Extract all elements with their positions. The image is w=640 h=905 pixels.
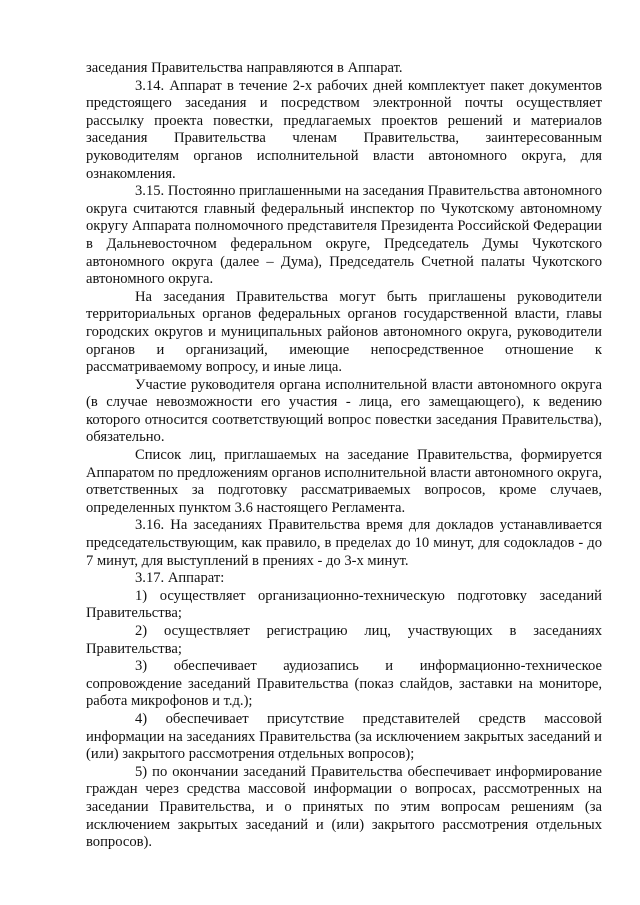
list-item-5: 5) по окончании заседаний Правительства обеспечивает информирование граждан через средства массовой информации о вопросах, рассмотренных на заседании Правительства, и о принятых по этим вопросам решениям (за исключением закрытых заседаний и (или) закрытого рассмотрения отдельных вопросов).: [86, 763, 602, 851]
paragraph-3-15: 3.15. Постоянно приглашенными на заседания Правительства автономного округа считаются главный федеральный инспектор по Чукотскому автономному округу Аппарата полномочного представителя Президента Российской Федерации в Дальневосточном федеральном округе, Председатель Думы Чукотского автономного округа (далее – Дума), Председатель Счетной палаты Чукотского автономного округа.: [86, 183, 602, 288]
document-page: [86, 60, 602, 852]
paragraph-invite-list: Список лиц, приглашаемых на заседание Правительства, формируется Аппаратом по предложениям органов исполнительной власти автономного округа, ответственных за подготовку рассматриваемых вопросов, кроме случаев, определенных пунктом 3.6 настоящего Регламента.: [86, 447, 602, 516]
list-item-4: 4) обеспечивает присутствие представителей средств массовой информации на заседаниях Правительства (за исключением закрытых заседаний и (или) закрытого рассмотрения отдельных вопросов);: [86, 710, 602, 763]
list-item-3: 3) обеспечивает аудиозапись и информационно-техническое сопровождение заседаний Правительства (показ слайдов, заставки на мониторе, работа микрофонов и т.д.);: [86, 658, 602, 710]
paragraph-3-17: 3.17. Аппарат:: [135, 570, 225, 587]
paragraph-continuation: заседания Правительства направляются в Аппарат.: [86, 60, 403, 76]
paragraph-3-14: 3.14. Аппарат в течение 2-х рабочих дней комплектует пакет документов предстоящего заседания и посредством электронной почты осуществляет рассылку проекта повестки, предлагаемых проектов решений и материалов заседания Правительства членам Правительства, заинтересованным руководителям органов исполнительной власти автономного округа, для ознакомления.: [86, 77, 602, 182]
paragraph-invited-persons: На заседания Правительства могут быть приглашены руководители территориальных органов федеральных органов государственной власти, главы городских округов и муниципальных районов автономного округа, руководители органов и организаций, имеющие непосредственное отношение к рассматриваемому вопросу, и иные лица.: [86, 288, 602, 376]
paragraph-participation: Участие руководителя органа исполнительной власти автономного округа (в случае невозможности его участия - лица, его замещающего), к ведению которого относится соответствующий вопрос повестки заседания Правительства), обязательно.: [86, 376, 602, 446]
list-item-1: 1) осуществляет организационно-техническую подготовку заседаний Правительства;: [86, 587, 602, 622]
list-item-2: 2) осуществляет регистрацию лиц, участвующих в заседаниях Правительства;: [86, 623, 602, 657]
paragraph-3-16: 3.16. На заседаниях Правительства время для докладов устанавливается председательствующим, как правило, в пределах до 10 минут, для содокладов - до 7 минут, для выступлений в прениях - до 3-х минут.: [86, 517, 602, 569]
